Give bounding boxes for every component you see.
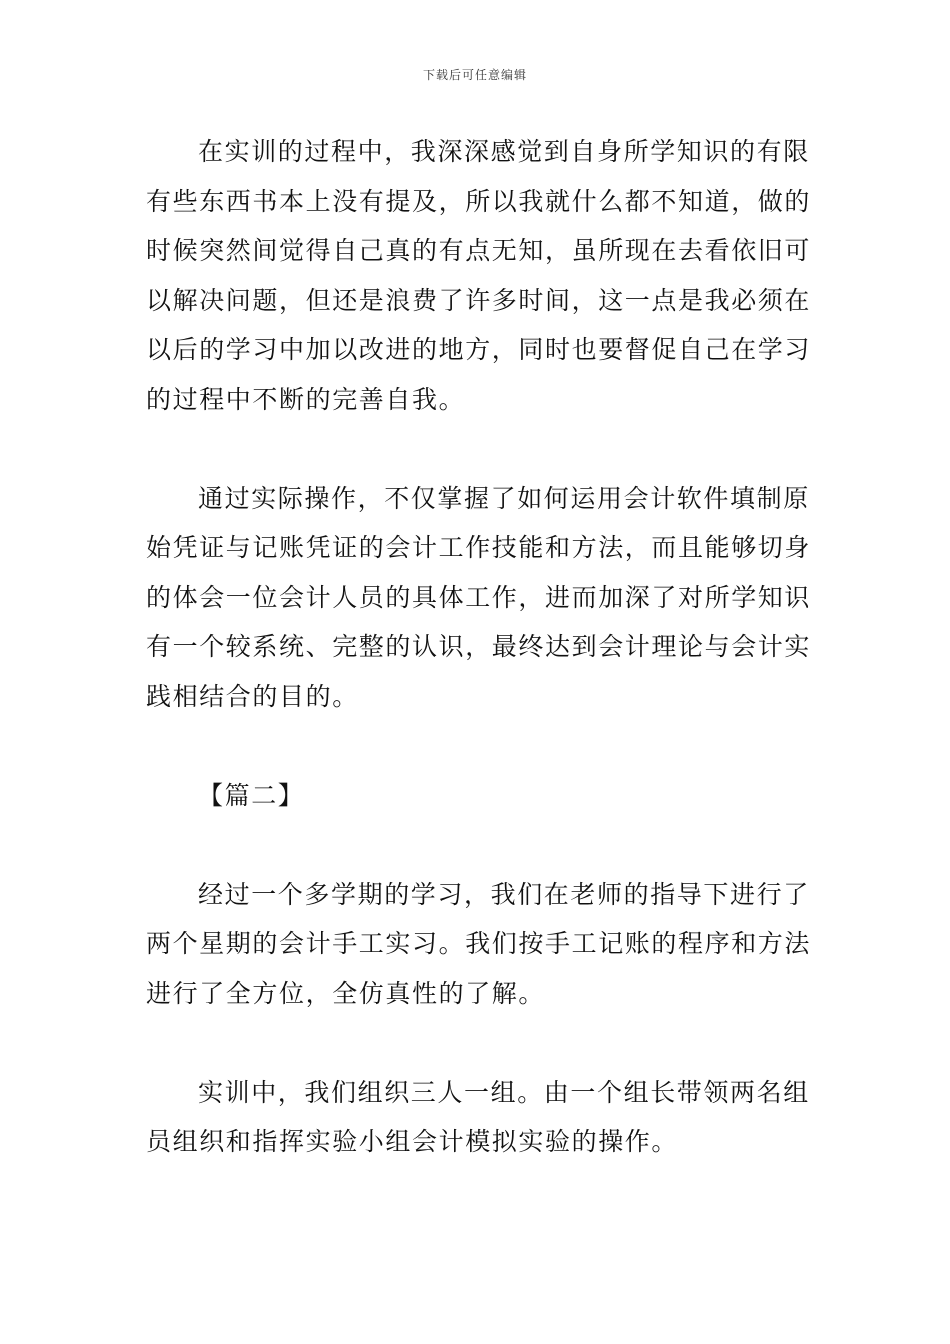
paragraph-4-line: 员组织和指挥实验小组会计模拟实验的操作。 [146, 1127, 679, 1156]
paragraph-3-line: 经过一个多学期的学习，我们在老师的指导下进行了 [198, 879, 810, 909]
paragraph-spacer [146, 1018, 806, 1068]
paragraph-spacer [146, 424, 806, 474]
paragraph-1-line: 时候突然间觉得自己真的有点无知，虽所现在去看依旧可 [146, 236, 812, 265]
paragraph-1-line: 有些东西书本上没有提及，所以我就什么都不知道，做的 [146, 186, 812, 216]
document-body [146, 127, 812, 1167]
paragraph-2-line: 通过实际操作，不仅掌握了如何运用会计软件填制原 [198, 483, 810, 513]
paragraph-1-line: 以解决问题，但还是浪费了许多时间，这一点是我必须在 [146, 285, 812, 315]
section-heading: 【篇二】 [198, 780, 305, 810]
paragraph-2-line: 始凭证与记账凭证的会计工作技能和方法，而且能够切身 [146, 533, 812, 562]
paragraph-1-line: 在实训的过程中，我深深感觉到自身所学知识的有限 [198, 137, 810, 166]
paragraph-3 [146, 870, 812, 1019]
paragraph-1 [146, 127, 812, 424]
paragraph-1-line: 的过程中不断的完善自我。 [146, 384, 466, 414]
paragraph-3-line: 两个星期的会计手工实习。我们按手工记账的程序和方法 [146, 929, 812, 958]
paragraph-2 [146, 474, 812, 722]
header-note: 下载后可任意编辑 [422, 68, 527, 82]
paragraph-3-line: 进行了全方位，全仿真性的了解。 [146, 978, 546, 1008]
paragraph-1-line: 以后的学习中加以改进的地方，同时也要督促自己在学习 [146, 335, 812, 364]
paragraph-spacer [146, 820, 806, 870]
paragraph-4 [146, 1068, 810, 1167]
paragraph-2-line: 践相结合的目的。 [146, 681, 359, 711]
paragraph-2-line: 的体会一位会计人员的具体工作，进而加深了对所学知识 [146, 582, 812, 612]
paragraph-2-line: 有一个较系统、完整的认识，最终达到会计理论与会计实 [146, 632, 812, 661]
paragraph-4-line: 实训中，我们组织三人一组。由一个组长带领两名组 [198, 1077, 810, 1107]
paragraph-spacer [146, 721, 806, 771]
